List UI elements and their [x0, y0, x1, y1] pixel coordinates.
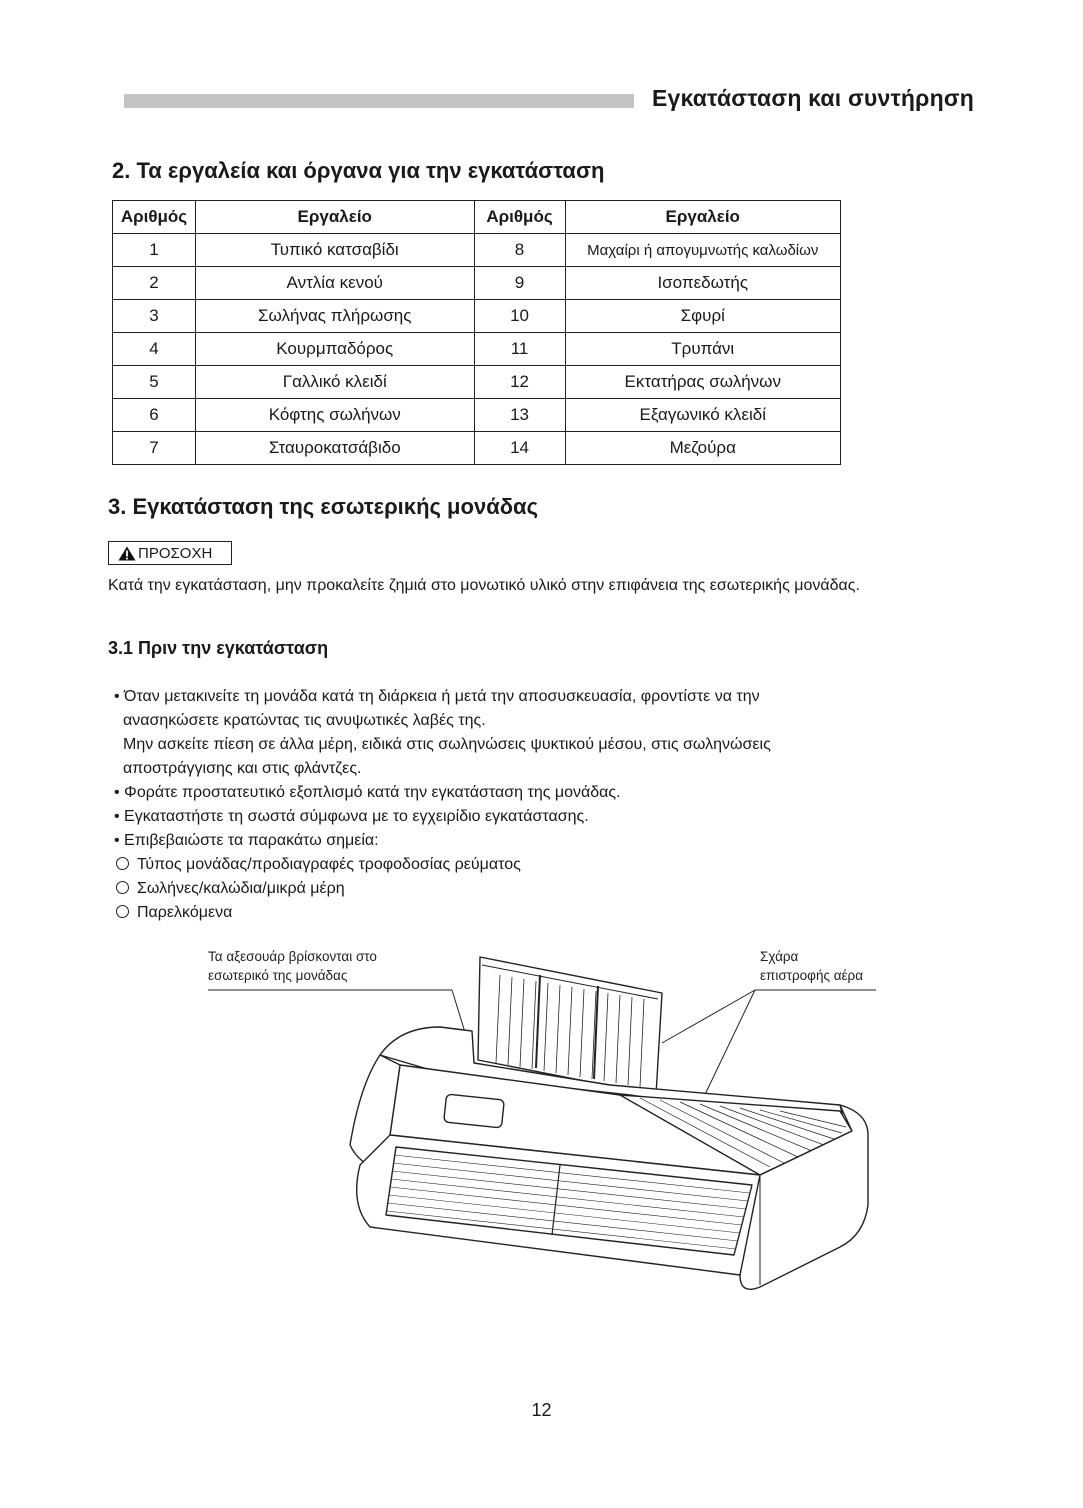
column-header: Αριθμός — [113, 201, 196, 234]
list-item: • Φοράτε προστατευτικό εξοπλισμό κατά την εγκατάσταση της μονάδας. — [114, 784, 621, 801]
table-cell: Εξαγωνικό κλειδί — [565, 399, 841, 432]
table-cell: 4 — [113, 333, 196, 366]
table-cell: Σφυρί — [565, 300, 841, 333]
caution-label: ΠΡΟΣΟΧΗ — [138, 544, 213, 562]
list-item: • Επιβεβαιώστε τα παρακάτω σημεία: — [114, 832, 379, 849]
table-cell: Σταυροκατσάβιδο — [195, 432, 474, 465]
table-row — [113, 234, 841, 267]
header-title: Εγκατάσταση και συντήρηση — [652, 85, 975, 111]
checklist-item: Τύπος μονάδας/προδιαγραφές τροφοδοσίας ρεύματος — [114, 853, 771, 877]
caution-box — [108, 541, 232, 565]
table-row — [113, 267, 841, 300]
header-rule — [124, 94, 634, 108]
list-item: • Όταν μετακινείτε τη μονάδα κατά τη διάρκεια ή μετά την αποσυσκευασία, φροντίστε να την — [114, 688, 760, 705]
circle-bullet-icon — [116, 857, 129, 870]
tools-table — [112, 200, 841, 465]
circle-bullet-icon — [116, 905, 129, 918]
table-cell: Κουρμπαδόρος — [195, 333, 474, 366]
subsection-title: 3.1 Πριν την εγκατάσταση — [108, 638, 329, 658]
table-cell: Γαλλικό κλειδί — [195, 366, 474, 399]
caution-text: Κατά την εγκατάσταση, μην προκαλείτε ζημιά στο μονωτικό υλικό στην επιφάνεια της εσωτερικής μονάδας. — [108, 577, 860, 594]
column-header: Εργαλείο — [195, 201, 474, 234]
callout-return-grille: Σχάρα επιστροφής αέρα — [760, 949, 864, 983]
table-cell: 3 — [113, 300, 196, 333]
warning-icon — [118, 546, 136, 561]
table-cell: Ισοπεδωτής — [565, 267, 841, 300]
table-cell: 10 — [474, 300, 565, 333]
table-row — [113, 432, 841, 465]
table-cell: 12 — [474, 366, 565, 399]
indoor-unit-illustration — [200, 935, 900, 1315]
table-cell: Τρυπάνι — [565, 333, 841, 366]
table-cell: Εκτατήρας σωλήνων — [565, 366, 841, 399]
table-cell: Σωλήνας πλήρωσης — [195, 300, 474, 333]
table-row — [113, 366, 841, 399]
circle-bullet-icon — [116, 881, 129, 894]
table-cell: Αντλία κενού — [195, 267, 474, 300]
page-number: 12 — [531, 1400, 552, 1420]
table-cell: 11 — [474, 333, 565, 366]
list-item: αποστράγγισης και στις φλάντζες. — [123, 760, 362, 777]
column-header: Αριθμός — [474, 201, 565, 234]
list-item: Μην ασκείτε πίεση σε άλλα μέρη, ειδικά στις σωληνώσεις ψυκτικού μέσου, στις σωληνώσεις — [123, 736, 771, 753]
table-cell: 8 — [474, 234, 565, 267]
table-header-row — [113, 201, 841, 234]
section-2-title: 2. Τα εργαλεία και όργανα για την εγκατάσταση — [112, 158, 605, 183]
table-cell: Μαχαίρι ή απογυμνωτής καλωδίων — [565, 234, 841, 267]
table-cell: 1 — [113, 234, 196, 267]
instruction-list — [114, 685, 771, 925]
table-cell: 9 — [474, 267, 565, 300]
list-item: • Εγκαταστήστε τη σωστά σύμφωνα με το εγχειρίδιο εγκατάστασης. — [114, 808, 589, 825]
list-item: ανασηκώσετε κρατώντας τις ανυψωτικές λαβές της. — [123, 712, 486, 729]
table-cell: 5 — [113, 366, 196, 399]
table-cell: 2 — [113, 267, 196, 300]
table-cell: 14 — [474, 432, 565, 465]
table-cell: 7 — [113, 432, 196, 465]
callout-accessories: Τα αξεσουάρ βρίσκονται στο εσωτερικό της μονάδας — [208, 949, 377, 983]
table-cell: Τυπικό κατσαβίδι — [195, 234, 474, 267]
table-row — [113, 300, 841, 333]
table-cell: 13 — [474, 399, 565, 432]
column-header: Εργαλείο — [565, 201, 841, 234]
table-row — [113, 333, 841, 366]
table-row — [113, 399, 841, 432]
checklist-item: Παρελκόμενα — [114, 901, 771, 925]
section-3-title: 3. Εγκατάσταση της εσωτερικής μονάδας — [108, 494, 539, 519]
table-cell: Μεζούρα — [565, 432, 841, 465]
table-cell: 6 — [113, 399, 196, 432]
table-cell: Κόφτης σωλήνων — [195, 399, 474, 432]
checklist-item: Σωλήνες/καλώδια/μικρά μέρη — [114, 877, 771, 901]
